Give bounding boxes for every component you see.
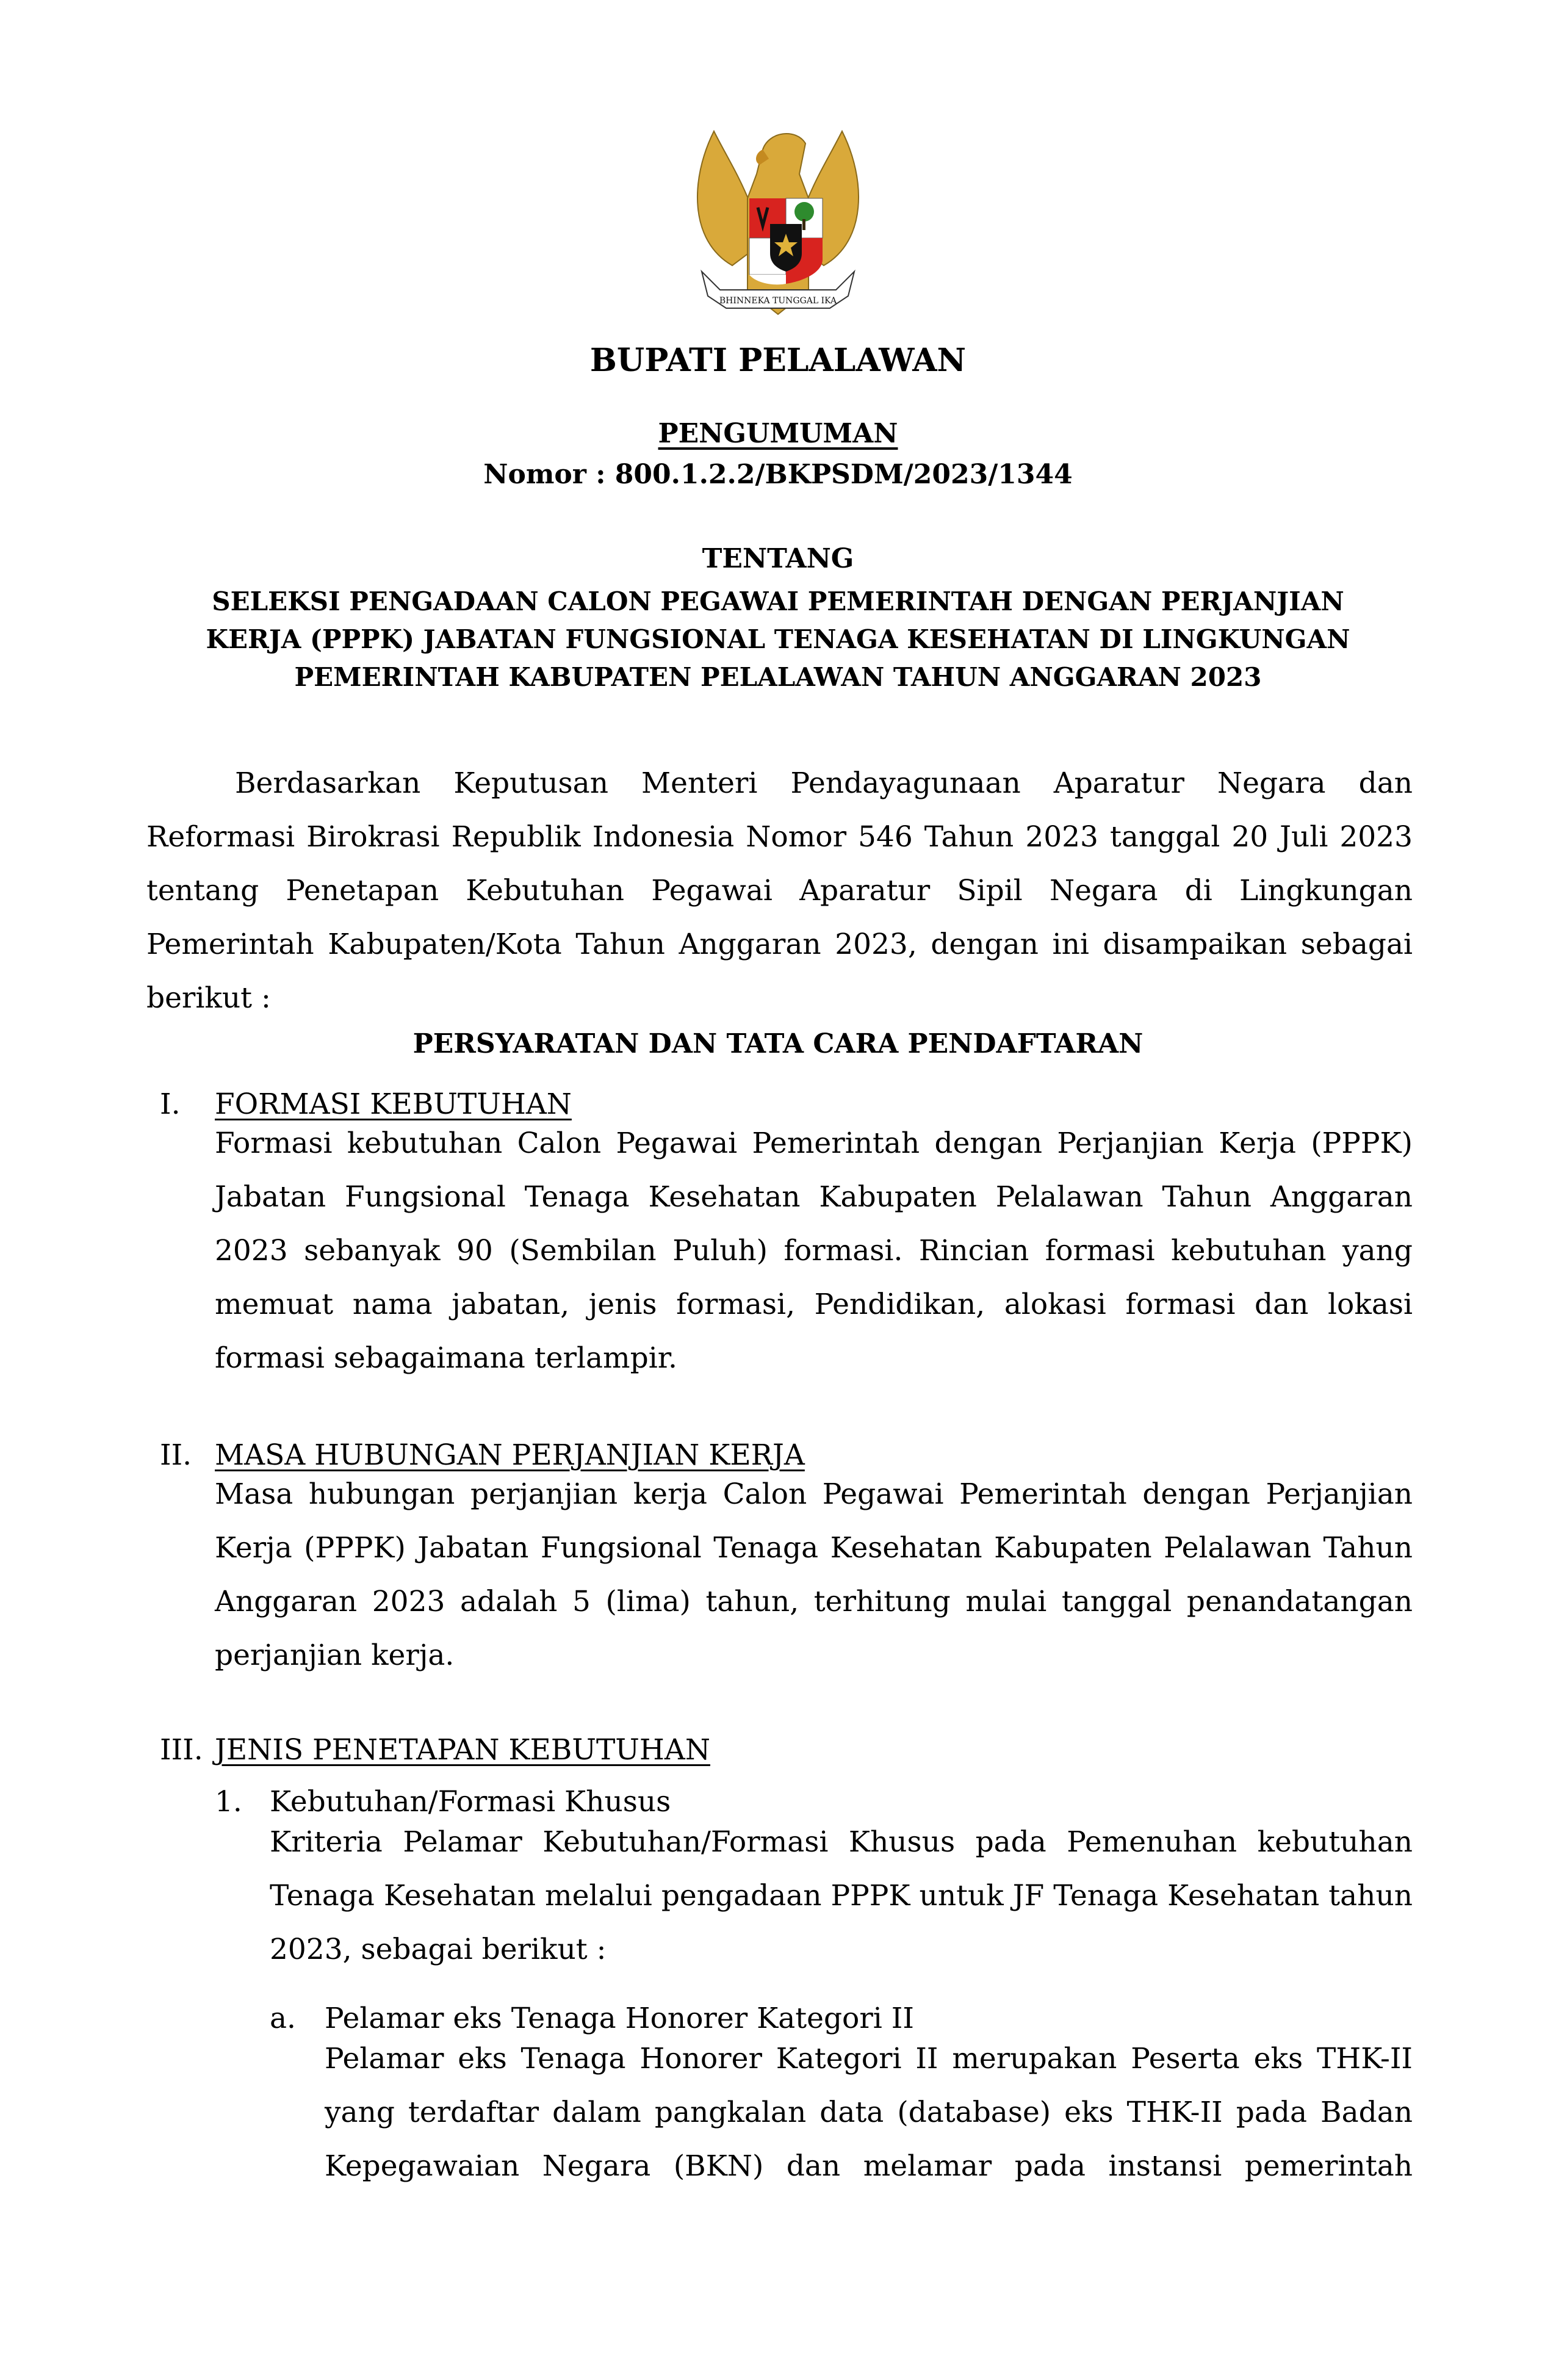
section-number: I. [160,1087,181,1121]
section-title: JENIS PENETAPAN KEBUTUHAN [215,1733,710,1767]
subitem-body-eks-thk-ii: Pelamar eks Tenaga Honorer Kategori II merupakan Peserta eks THK-II yang terdaftar dalam pangkalan data (database) eks THK-II pada Badan Kepegawaian Negara (BKN) dan melamar pada instansi pemerintah [325,2042,1413,2183]
doc-type-title [0,418,1556,449]
item-title: Kebutuhan/Formasi Khusus [270,1785,671,1819]
subitem-letter: a. [270,2002,296,2035]
item-number: 1. [215,1785,242,1819]
doc-subject: SELEKSI PENGADAAN CALON PEGAWAI PEMERINTAH DENGAN PERJANJIAN KERJA (PPPK) JABATAN FUNGSIONAL TENAGA KESEHATAN DI LINGKUNGAN PEMERINTAH KABUPATEN PELALAWAN TAHUN ANGGARAN 2023 [206,586,1350,692]
section-body-masa-hubungan: Masa hubungan perjanjian kerja Calon Pegawai Pemerintah dengan Perjanjian Kerja (PPPK) Jabatan Fungsional Tenaga Kesehatan Kabupaten Pelalawan Tahun Anggaran 2023 adalah 5 (lima) tahun, terhitung mulai tanggal penandatangan perjanjian kerja. [215,1477,1413,1672]
section-number: III. [160,1733,203,1767]
main-heading: PERSYARATAN DAN TATA CARA PENDAFTARAN [412,1028,1144,1059]
issuer-title: BUPATI PELALAWAN [589,342,967,379]
garuda-emblem-icon [677,107,879,333]
doc-type-label: PENGUMUMAN [658,418,898,449]
subitem-title: Pelamar eks Tenaga Honorer Kategori II [325,2002,914,2035]
section-title: FORMASI KEBUTUHAN [215,1087,572,1121]
section-title: MASA HUBUNGAN PERJANJIAN KERJA [215,1438,805,1472]
section-number: II. [160,1438,192,1472]
about-label: TENTANG [702,543,854,574]
section-body-formasi: Formasi kebutuhan Calon Pegawai Pemerintah dengan Perjanjian Kerja (PPPK) Jabatan Fungsional Tenaga Kesehatan Kabupaten Pelalawan Tahun Anggaran 2023 sebanyak 90 (Sembilan Puluh) formasi. Rincian formasi kebutuhan yang memuat nama jabatan, jenis formasi, Pendidikan, alokasi formasi dan lokasi formasi sebagaimana terlampir. [215,1127,1413,1375]
garuda-pancasila-emblem [677,107,879,333]
intro-paragraph: Berdasarkan Keputusan Menteri Pendayagunaan Aparatur Negara dan Reformasi Birokrasi Republik Indonesia Nomor 546 Tahun 2023 tanggal 20 Juli 2023 tentang Penetapan Kebutuhan Pegawai Aparatur Sipil Negara di Lingkungan Pemerintah Kabupaten/Kota Tahun Anggaran 2023, dengan ini disampaikan sebagai berikut : [146,766,1413,1015]
doc-number: Nomor : 800.1.2.2/BKPSDM/2023/1344 [483,459,1073,490]
item-body-formasi-khusus: Kriteria Pelamar Kebutuhan/Formasi Khusus pada Pemenuhan kebutuhan Tenaga Kesehatan melalui pengadaan PPPK untuk JF Tenaga Kesehatan tahun 2023, sebagai berikut : [270,1825,1413,1966]
emblem-motto: BHINNEKA TUNGGAL IKA [719,296,837,306]
